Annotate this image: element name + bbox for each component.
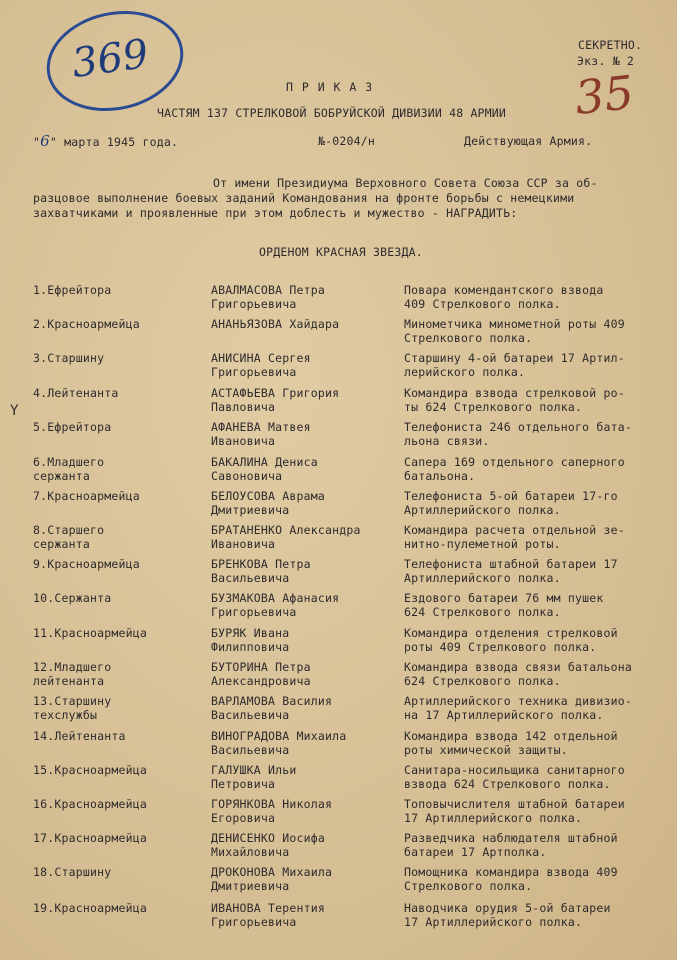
name-line-2: Савоновича	[211, 469, 283, 483]
list-item	[0, 694, 677, 726]
unit-line-1: Санитара-носильщика санитарного	[404, 763, 625, 777]
list-item	[0, 901, 677, 933]
unit-line-2: на 17 Артиллерийского полка.	[404, 708, 604, 722]
name-line-1: ДЕНИСЕНКО Иосифа	[211, 831, 325, 845]
unit-line-2: 17 Артиллерийского полка.	[404, 811, 583, 825]
name-line-2: Егоровича	[211, 811, 276, 825]
copy-number: Экз. № 2	[577, 54, 634, 68]
rank-line-2: техслужбы	[33, 708, 98, 722]
unit-line-2: нитно-пулеметной роты.	[404, 537, 561, 551]
unit-line-1: Командира расчета отдельной зе-	[404, 523, 625, 537]
name-line-1: ГОРЯНКОВА Николая	[211, 797, 333, 811]
list-item	[0, 797, 677, 829]
list-item	[0, 317, 677, 349]
name-line-2: Павловича	[211, 400, 276, 414]
unit-line-1: Разведчика наблюдателя штабной	[404, 831, 618, 845]
name-line-1: ГАЛУШКА Ильи	[211, 763, 297, 777]
rank-line-1: 14.Лейтенанта	[33, 729, 126, 743]
rank-line-1: 8.Старшего	[33, 523, 105, 537]
name-line-2: Васильевича	[211, 571, 290, 585]
name-line-2: Григорьевича	[211, 605, 297, 619]
intro-line-3: захватчиками и проявленные при этом доблесть и мужество - НАГРАДИТЬ:	[33, 206, 518, 220]
unit-line-2: Артиллерийского полка.	[404, 571, 561, 585]
list-item	[0, 591, 677, 623]
name-line-2: Петровича	[211, 777, 276, 791]
name-line-2: Ивановича	[211, 537, 276, 551]
name-line-1: ИВАНОВА Терентия	[211, 901, 325, 915]
name-line-2: Григорьевича	[211, 297, 297, 311]
unit-line-2: лерийского полка.	[404, 365, 526, 379]
rank-line-1: 17.Красноармейца	[33, 831, 147, 845]
unit-line-1: Помощника командира взвода 409	[404, 865, 618, 879]
unit-line-2: взвода 624 Стрелкового полка.	[404, 777, 611, 791]
unit-line-1: Телефониста штабной батареи 17	[404, 557, 618, 571]
rank-line-1: 5.Ефрейтора	[33, 420, 112, 434]
name-line-2: Ивановича	[211, 434, 276, 448]
rank-line-1: 6.Младшего	[33, 455, 105, 469]
award-title: ОРДЕНОМ КРАСНАЯ ЗВЕЗДА.	[259, 245, 423, 259]
unit-line-1: Сапера 169 отдельного саперного	[404, 455, 625, 469]
secrecy-label: СЕКРЕТНО.	[578, 38, 643, 52]
unit-line-1: Командира взвода связи батальона	[404, 660, 632, 674]
order-place: Действующая Армия.	[464, 134, 593, 148]
order-number: №-0204/н	[318, 134, 375, 148]
rank-line-1: 2.Красноармейца	[33, 317, 140, 331]
name-line-2: Васильевича	[211, 708, 290, 722]
name-line-2: Дмитриевича	[211, 503, 290, 517]
unit-line-2: Стрелкового полка.	[404, 879, 533, 893]
document-subtitle: ЧАСТЯМ 137 СТРЕЛКОВОЙ БОБРУЙСКОЙ ДИВИЗИИ 48 АРМИИ	[157, 106, 507, 120]
list-item	[0, 420, 677, 452]
name-line-1: БРЕНКОВА Петра	[211, 557, 311, 571]
unit-line-2: 17 Артиллерийского полка.	[404, 915, 583, 929]
list-item	[0, 455, 677, 487]
unit-line-2: Артиллерийского полка.	[404, 503, 561, 517]
unit-line-2: Стрелкового полка.	[404, 331, 533, 345]
name-line-1: АСТАФЬЕВА Григория	[211, 386, 340, 400]
document-title: П Р И К А З	[286, 80, 374, 94]
intro-line-1: От имени Президиума Верховного Совета Союза ССР за об-	[213, 176, 598, 190]
unit-line-2: 624 Стрелкового полка.	[404, 674, 561, 688]
name-line-1: АВАЛМАСОВА Петра	[211, 283, 325, 297]
rank-line-1: 1.Ефрейтора	[33, 283, 112, 297]
unit-line-1: Повара комендантского взвода	[404, 283, 604, 297]
rank-line-1: 16.Красноармейца	[33, 797, 147, 811]
name-line-1: БРАТАНЕНКО Александра	[211, 523, 361, 537]
name-line-1: АНАНЬЯЗОВА Хайдара	[211, 317, 340, 331]
unit-line-2: батареи 17 Артполка.	[404, 845, 547, 859]
unit-line-2: батальона.	[404, 469, 476, 483]
unit-line-1: Наводчика орудия 5-ой батареи	[404, 901, 611, 915]
date-line: "6" марта 1945 года.	[33, 132, 179, 150]
list-item	[0, 763, 677, 795]
unit-line-1: Артиллерийского техника дивизио-	[404, 694, 632, 708]
date-day: 6	[40, 132, 50, 150]
unit-line-2: льона связи.	[404, 434, 490, 448]
rank-line-1: 19.Красноармейца	[33, 901, 147, 915]
name-line-1: БАКАЛИНА Дениса	[211, 455, 318, 469]
name-line-1: АНИСИНА Сергея	[211, 351, 311, 365]
list-item	[0, 386, 677, 418]
name-line-1: БУЗМАКОВА Афанасия	[211, 591, 340, 605]
unit-line-1: Телефониста 246 отдельного бата-	[404, 420, 632, 434]
rank-line-1: 13.Старшину	[33, 694, 112, 708]
unit-line-1: Командира взвода 142 отдельной	[404, 729, 618, 743]
intro-line-2: разцовое выполнение боевых заданий Командования на фронте борьбы с немецкими	[33, 191, 575, 205]
list-item	[0, 865, 677, 897]
list-item	[0, 489, 677, 521]
unit-line-1: Командира отделения стрелковой	[404, 626, 618, 640]
unit-line-2: ты 624 Стрелкового полка.	[404, 400, 583, 414]
rank-line-1: 12.Младшего	[33, 660, 112, 674]
list-item	[0, 351, 677, 383]
unit-line-2: 409 Стрелкового полка.	[404, 297, 561, 311]
rank-line-1: 18.Старшину	[33, 865, 112, 879]
name-line-1: ВИНОГРАДОВА Михаила	[211, 729, 347, 743]
list-item	[0, 557, 677, 589]
rank-line-1: 7.Красноармейца	[33, 489, 140, 503]
rank-line-1: 3.Старшину	[33, 351, 105, 365]
rank-line-1: 9.Красноармейца	[33, 557, 140, 571]
name-line-2: Филипповича	[211, 640, 290, 654]
rank-line-2: сержанта	[33, 537, 90, 551]
list-item	[0, 283, 677, 315]
name-line-1: АФАНЕВА Матвея	[211, 420, 311, 434]
unit-line-2: 624 Стрелкового полка.	[404, 605, 561, 619]
name-line-2: Александровича	[211, 674, 311, 688]
name-line-1: БУТОРИНА Петра	[211, 660, 311, 674]
date-text: марта 1945 года.	[64, 135, 179, 149]
rank-line-2: лейтенанта	[33, 674, 105, 688]
rank-line-1: 11.Красноармейца	[33, 626, 147, 640]
unit-line-1: Телефониста 5-ой батареи 17-го	[404, 489, 618, 503]
name-line-2: Васильевича	[211, 743, 290, 757]
rank-line-1: 15.Красноармейца	[33, 763, 147, 777]
name-line-1: ДРОКОНОВА Михаила	[211, 865, 333, 879]
name-line-1: БЕЛОУСОВА Аврама	[211, 489, 325, 503]
name-line-2: Григорьевича	[211, 915, 297, 929]
list-item	[0, 660, 677, 692]
rank-line-2: сержанта	[33, 469, 90, 483]
list-item	[0, 729, 677, 761]
rank-line-1: 4.Лейтенанта	[33, 386, 119, 400]
name-line-1: ВАРЛАМОВА Василия	[211, 694, 333, 708]
archive-stamp-number: 369	[69, 30, 152, 88]
unit-line-2: роты химической защиты.	[404, 743, 568, 757]
list-item	[0, 626, 677, 658]
unit-line-2: роты 409 Стрелкового полка.	[404, 640, 597, 654]
name-line-1: БУРЯК Ивана	[211, 626, 290, 640]
list-item	[0, 831, 677, 863]
unit-line-1: Командира взвода стрелковой ро-	[404, 386, 625, 400]
unit-line-1: Топовычислителя штабной батареи	[404, 797, 625, 811]
name-line-2: Григорьевича	[211, 365, 297, 379]
unit-line-1: Ездового батареи 76 мм пушек	[404, 591, 604, 605]
handwritten-mark: 35	[572, 65, 637, 125]
unit-line-1: Старшину 4-ой батареи 17 Артил-	[404, 351, 625, 365]
name-line-2: Дмитриевича	[211, 879, 290, 893]
rank-line-1: 10.Сержанта	[33, 591, 112, 605]
unit-line-1: Минометчика минометной роты 409	[404, 317, 625, 331]
name-line-2: Михайловича	[211, 845, 290, 859]
list-item	[0, 523, 677, 555]
margin-mark: Y	[10, 403, 19, 419]
